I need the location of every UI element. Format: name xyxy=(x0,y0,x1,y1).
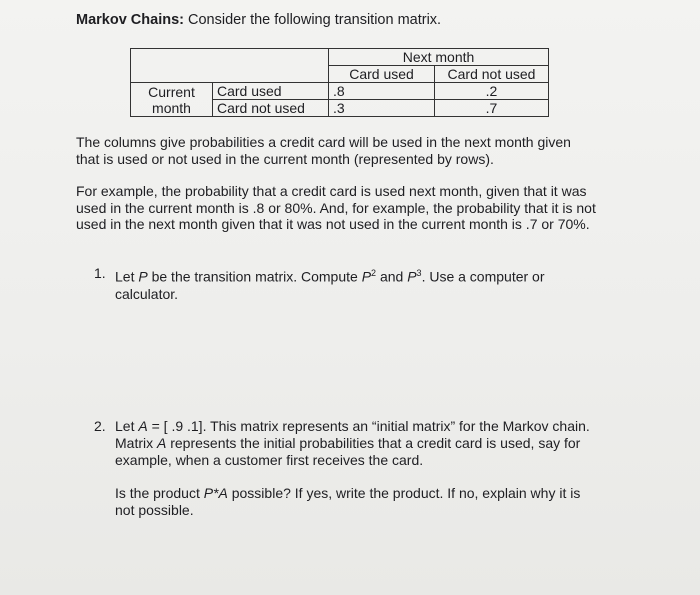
q1-var-p: P xyxy=(138,268,148,285)
q1-text-b: be the transition matrix. Compute xyxy=(147,268,362,285)
q2-text-b: = [ .9 .1]. This matrix represents an “initial matrix” for the Markov chain. Matrix xyxy=(115,418,590,451)
page-title xyxy=(76,12,441,28)
q2-text-c: represents the initial probabilities that a credit card is used, say for example, when a customer first receives the card. xyxy=(115,435,581,468)
title-bold: Markov Chains: xyxy=(76,12,184,28)
question-number: 1. xyxy=(94,265,106,281)
matrix-cell: .2 xyxy=(435,83,549,100)
q2-text-a: Let xyxy=(115,418,139,434)
q1-text-c: and xyxy=(376,268,408,285)
matrix-group-header: Next month xyxy=(329,49,549,66)
q2-followup-expr: P*A xyxy=(203,485,228,501)
q2-followup-b: possible? If yes, write the product. If no, explain why it is not possible. xyxy=(115,485,581,518)
matrix-cell: .8 xyxy=(329,83,435,100)
q1-text-a: Let xyxy=(115,268,139,285)
explanation-paragraph: The columns give probabilities a credit card will be used in the next month given that is used or not used in the current month (represented by rows). xyxy=(76,134,571,167)
q2-var-a2: A xyxy=(157,435,167,451)
matrix-col-header: Card not used xyxy=(435,66,549,83)
matrix-row-label: Card not used xyxy=(213,100,329,117)
q1-exp-3: 3 xyxy=(416,268,422,278)
example-paragraph: For example, the probability that a credit card is used next month, given that it was used in the current month is .8 or 80%. And, for example, the probability that it is not used in the next month given that it was not used in the current month is .7 or 70%. xyxy=(76,183,596,232)
question-1-text xyxy=(115,265,585,303)
question-2-followup xyxy=(115,485,590,519)
matrix-row-group-label xyxy=(131,83,213,117)
q1-var-p3: P xyxy=(407,268,417,285)
row-group-label-line1: Current xyxy=(148,83,195,100)
q1-text-d: . Use a computer or calculator. xyxy=(115,268,545,302)
matrix-col-header: Card used xyxy=(329,66,435,83)
question-2-text xyxy=(115,418,590,469)
question-number: 2. xyxy=(94,418,106,434)
title-instruction: Consider the following transition matrix. xyxy=(188,12,442,28)
q1-exp-2: 2 xyxy=(371,268,377,278)
matrix-cell: .7 xyxy=(435,100,549,117)
row-group-label-line2: month xyxy=(152,99,191,116)
q1-var-p2: P xyxy=(361,268,372,285)
transition-matrix-table xyxy=(130,48,549,117)
matrix-row-label: Card used xyxy=(213,83,329,100)
q2-followup-a: Is the product xyxy=(115,485,204,501)
matrix-corner-blank xyxy=(131,49,329,66)
matrix-cell: .3 xyxy=(329,100,435,117)
q2-var-a: A xyxy=(138,418,148,434)
matrix-corner-blank-2 xyxy=(131,66,329,83)
